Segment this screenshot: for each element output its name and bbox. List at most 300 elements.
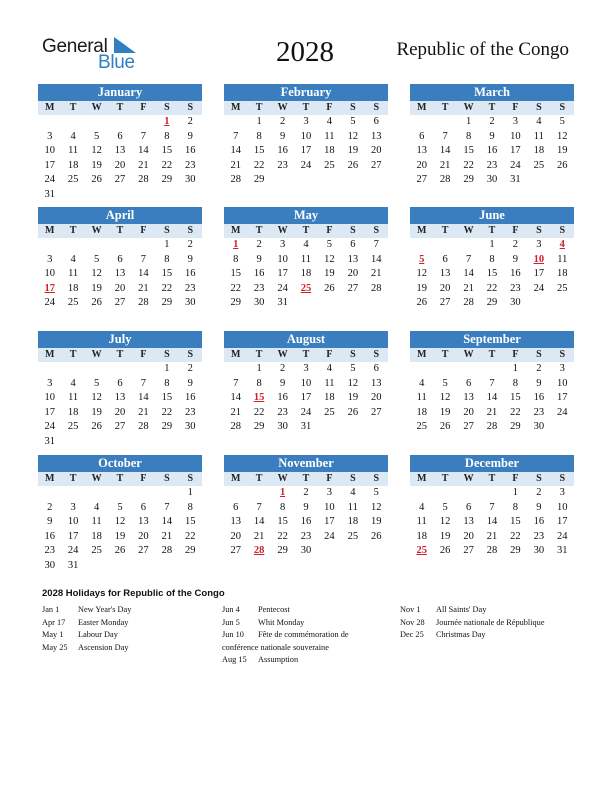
- logo-blue-text: Blue: [98, 52, 135, 73]
- day-cell: 12: [416, 268, 427, 280]
- day-cell: 4: [70, 253, 76, 265]
- day-cell: 25: [416, 421, 427, 433]
- weekday-label: T: [61, 101, 84, 115]
- empty-day-cell: [132, 362, 155, 377]
- month-day-grid: [410, 472, 574, 559]
- day-cell: 29: [161, 421, 173, 433]
- weekday-label: T: [433, 348, 456, 362]
- month-title: October: [38, 455, 202, 472]
- day-cell: 10: [67, 516, 79, 528]
- day-cell: 22: [161, 282, 173, 294]
- day-cell: 9: [489, 130, 495, 142]
- month-title: September: [410, 331, 574, 348]
- day-cell: 28: [161, 545, 173, 557]
- day-cell: 10: [44, 268, 55, 280]
- day-cell: 27: [114, 297, 126, 309]
- weekday-label: F: [132, 224, 155, 238]
- day-cell: 16: [533, 516, 545, 528]
- weekday-label: F: [318, 101, 341, 115]
- day-cell: 16: [486, 145, 498, 157]
- day-cell: 6: [117, 253, 123, 265]
- day-cell: 4: [536, 116, 542, 127]
- empty-day-cell: [132, 486, 155, 501]
- day-cell: 2: [303, 487, 309, 498]
- day-cell: 27: [114, 174, 126, 186]
- weekday-label: F: [318, 348, 341, 362]
- weekday-label: S: [341, 348, 364, 362]
- day-cell: 21: [486, 406, 498, 418]
- day-cell: 27: [439, 297, 451, 309]
- day-cell: 2: [256, 239, 262, 250]
- day-cell: 14: [439, 145, 451, 157]
- holiday-name: Assumption: [258, 655, 299, 665]
- weekday-label: F: [318, 472, 341, 486]
- empty-day-cell: [247, 486, 270, 501]
- day-cell: 2: [489, 116, 495, 127]
- holiday-day-cell: 25: [416, 545, 427, 557]
- empty-day-cell: [480, 362, 503, 377]
- day-cell: 13: [114, 392, 126, 404]
- day-cell: 17: [300, 145, 312, 157]
- day-cell: 17: [44, 159, 55, 171]
- day-cell: 16: [533, 392, 545, 404]
- day-cell: 22: [510, 530, 521, 542]
- weekday-label: M: [410, 224, 433, 238]
- day-cell: 2: [536, 487, 542, 498]
- holiday-day-cell: 25: [300, 282, 312, 294]
- day-cell: 25: [91, 545, 102, 557]
- day-cell: 2: [187, 239, 193, 250]
- day-cell: 20: [371, 392, 382, 404]
- day-cell: 11: [324, 377, 335, 389]
- day-cell: 23: [44, 545, 55, 557]
- holiday-entry: [222, 604, 349, 617]
- day-cell: 11: [416, 516, 427, 528]
- day-cell: 11: [68, 392, 79, 404]
- weekday-label: W: [271, 224, 294, 238]
- day-cell: 20: [138, 530, 149, 542]
- day-cell: 18: [67, 282, 79, 294]
- day-cell: 14: [486, 392, 498, 404]
- empty-day-cell: [85, 362, 108, 377]
- empty-day-cell: [433, 238, 456, 253]
- day-cell: 13: [138, 516, 149, 528]
- day-cell: 29: [253, 174, 265, 186]
- logo-general-text: General: [42, 36, 108, 57]
- day-cell: 11: [416, 392, 427, 404]
- day-cell: 22: [230, 282, 241, 294]
- day-cell: 21: [486, 530, 498, 542]
- day-cell: 10: [300, 130, 312, 142]
- holiday-day-cell: 10: [533, 253, 545, 265]
- country-name: Republic of the Congo: [396, 39, 569, 60]
- day-cell: 6: [419, 130, 425, 142]
- day-cell: 5: [93, 130, 100, 142]
- weekday-label: W: [271, 101, 294, 115]
- empty-day-cell: [61, 115, 84, 130]
- month-title: May: [224, 207, 388, 224]
- day-cell: 23: [253, 282, 265, 294]
- day-cell: 27: [114, 421, 126, 433]
- day-cell: 9: [536, 501, 542, 513]
- day-cell: 8: [233, 253, 239, 265]
- day-cell: 5: [373, 487, 379, 498]
- holiday-name: conférence nationale souveraine: [222, 642, 329, 652]
- day-cell: 10: [510, 130, 521, 142]
- day-cell: 13: [371, 377, 382, 389]
- weekday-label: S: [179, 348, 202, 362]
- holiday-date: May 1: [42, 630, 64, 640]
- holiday-date: Nov 1: [400, 605, 421, 614]
- day-cell: 20: [347, 268, 359, 280]
- month-title: August: [224, 331, 388, 348]
- month-july: [38, 331, 202, 450]
- day-cell: 20: [439, 282, 451, 294]
- day-cell: 17: [300, 392, 312, 404]
- holiday-entry: [400, 629, 545, 642]
- holiday-date: May 25: [42, 642, 68, 652]
- weekday-label: F: [132, 101, 155, 115]
- month-june: [410, 207, 574, 311]
- day-cell: 13: [347, 253, 359, 265]
- empty-day-cell: [433, 362, 456, 377]
- day-cell: 25: [533, 159, 545, 171]
- day-cell: 20: [463, 530, 474, 542]
- day-cell: 8: [164, 253, 170, 265]
- month-day-grid: [224, 348, 388, 435]
- day-cell: 25: [67, 297, 79, 309]
- day-cell: 30: [533, 421, 545, 433]
- day-cell: 11: [533, 130, 544, 142]
- day-cell: 3: [536, 239, 542, 250]
- weekday-label: S: [179, 472, 202, 486]
- day-cell: 19: [439, 406, 451, 418]
- day-cell: 17: [533, 268, 545, 280]
- holiday-name: New Year's Day: [78, 605, 132, 614]
- day-cell: 14: [463, 268, 474, 280]
- day-cell: 6: [350, 239, 356, 250]
- day-cell: 27: [371, 406, 382, 418]
- month-may: [224, 207, 388, 311]
- holiday-entry: [222, 617, 349, 630]
- holiday-date: Jun 5: [222, 617, 240, 627]
- day-cell: 7: [140, 130, 147, 142]
- day-cell: 24: [324, 530, 335, 542]
- empty-day-cell: [38, 238, 61, 253]
- day-cell: 21: [253, 530, 265, 542]
- day-cell: 15: [463, 145, 474, 157]
- day-cell: 21: [138, 282, 149, 294]
- day-cell: 12: [557, 130, 568, 142]
- day-cell: 8: [489, 253, 495, 265]
- day-cell: 3: [326, 487, 333, 498]
- holiday-column: [42, 604, 131, 654]
- day-cell: 31: [67, 559, 79, 571]
- day-cell: 12: [91, 145, 102, 157]
- weekday-label: M: [224, 224, 247, 238]
- weekday-label: S: [527, 101, 550, 115]
- day-cell: 27: [416, 174, 427, 186]
- day-cell: 11: [300, 253, 312, 265]
- holiday-day-cell: 1: [164, 116, 170, 127]
- day-cell: 30: [533, 545, 545, 557]
- day-cell: 4: [326, 363, 333, 374]
- day-cell: 25: [67, 421, 79, 433]
- holiday-name: Ascension Day: [78, 642, 129, 652]
- day-cell: 22: [463, 159, 474, 171]
- holiday-name: Pentecost: [258, 605, 290, 614]
- weekday-label: S: [365, 101, 388, 115]
- empty-day-cell: [132, 115, 155, 130]
- day-cell: 26: [557, 159, 568, 171]
- day-cell: 10: [300, 377, 312, 389]
- day-cell: 27: [230, 545, 241, 557]
- month-day-grid: [38, 224, 202, 311]
- weekday-label: S: [365, 472, 388, 486]
- month-title: July: [38, 331, 202, 348]
- day-cell: 13: [114, 268, 126, 280]
- day-cell: 26: [371, 530, 382, 542]
- holiday-day-cell: 1: [233, 239, 239, 250]
- day-cell: 21: [439, 159, 451, 171]
- weekday-label: T: [247, 101, 270, 115]
- day-cell: 18: [67, 406, 79, 418]
- day-cell: 30: [486, 174, 498, 186]
- day-cell: 31: [557, 545, 568, 557]
- empty-day-cell: [457, 362, 480, 377]
- day-cell: 28: [138, 421, 149, 433]
- day-cell: 9: [187, 130, 193, 142]
- weekday-label: S: [365, 224, 388, 238]
- day-cell: 6: [465, 377, 472, 389]
- weekday-label: W: [271, 348, 294, 362]
- holiday-entry: [222, 654, 349, 667]
- day-cell: 4: [303, 239, 309, 250]
- weekday-label: T: [61, 224, 84, 238]
- weekday-label: S: [365, 348, 388, 362]
- day-cell: 29: [277, 545, 288, 557]
- day-cell: 10: [44, 145, 55, 157]
- day-cell: 6: [140, 501, 147, 513]
- day-cell: 7: [233, 377, 239, 389]
- day-cell: 9: [256, 253, 262, 265]
- weekday-label: T: [480, 101, 503, 115]
- day-cell: 3: [279, 239, 286, 250]
- day-cell: 29: [161, 297, 173, 309]
- month-day-grid: [410, 348, 574, 435]
- holiday-column: [222, 604, 349, 667]
- day-cell: 1: [256, 116, 262, 127]
- day-cell: 24: [44, 421, 55, 433]
- calendar-year: 2028: [276, 36, 334, 68]
- day-cell: 6: [233, 501, 239, 513]
- day-cell: 14: [253, 516, 265, 528]
- weekday-label: T: [247, 224, 270, 238]
- holiday-name: Easter Monday: [78, 617, 129, 627]
- weekday-label: T: [247, 472, 270, 486]
- day-cell: 10: [277, 253, 288, 265]
- weekday-label: T: [433, 101, 456, 115]
- day-cell: 20: [230, 530, 241, 542]
- weekday-label: S: [155, 224, 178, 238]
- day-cell: 6: [373, 363, 379, 374]
- day-cell: 9: [303, 501, 309, 513]
- day-cell: 11: [91, 516, 102, 528]
- day-cell: 26: [91, 421, 102, 433]
- day-cell: 22: [253, 406, 265, 418]
- holidays-title: 2028 Holidays for Republic of the Congo: [42, 588, 225, 599]
- weekday-label: W: [457, 472, 480, 486]
- empty-day-cell: [108, 238, 131, 253]
- empty-day-cell: [38, 486, 61, 501]
- day-cell: 26: [439, 545, 451, 557]
- weekday-label: T: [61, 472, 84, 486]
- day-cell: 15: [161, 268, 173, 280]
- empty-day-cell: [224, 115, 247, 130]
- day-cell: 7: [442, 130, 448, 142]
- day-cell: 16: [510, 268, 521, 280]
- month-title: June: [410, 207, 574, 224]
- day-cell: 2: [279, 363, 286, 374]
- day-cell: 27: [463, 545, 474, 557]
- weekday-label: M: [224, 348, 247, 362]
- day-cell: 5: [117, 501, 123, 513]
- day-cell: 30: [277, 421, 288, 433]
- day-cell: 8: [512, 501, 519, 513]
- day-cell: 16: [185, 268, 196, 280]
- day-cell: 22: [510, 406, 521, 418]
- weekday-label: S: [551, 101, 574, 115]
- day-cell: 6: [117, 130, 123, 142]
- day-cell: 17: [324, 516, 335, 528]
- weekday-label: T: [108, 472, 131, 486]
- day-cell: 7: [373, 239, 379, 250]
- holiday-name: Christmas Day: [436, 630, 486, 640]
- day-cell: 24: [557, 530, 568, 542]
- day-cell: 31: [44, 188, 55, 200]
- day-cell: 13: [463, 392, 474, 404]
- day-cell: 10: [324, 501, 335, 513]
- day-cell: 8: [279, 501, 286, 513]
- day-cell: 20: [114, 159, 126, 171]
- general-blue-logo: [42, 36, 152, 76]
- day-cell: 8: [164, 377, 170, 389]
- holiday-date: Jun 4: [222, 605, 240, 614]
- day-cell: 18: [324, 145, 335, 157]
- day-cell: 19: [371, 516, 382, 528]
- day-cell: 9: [47, 516, 53, 528]
- day-cell: 29: [510, 545, 521, 557]
- day-cell: 21: [230, 406, 241, 418]
- weekday-label: F: [318, 224, 341, 238]
- day-cell: 28: [230, 174, 241, 186]
- empty-day-cell: [410, 486, 433, 501]
- day-cell: 15: [486, 268, 498, 280]
- holiday-date: Jan 1: [42, 605, 60, 614]
- day-cell: 11: [68, 268, 79, 280]
- empty-day-cell: [108, 486, 131, 501]
- holiday-date: Jun 10: [222, 630, 244, 640]
- day-cell: 17: [44, 406, 55, 418]
- day-cell: 19: [416, 282, 427, 294]
- weekday-label: W: [457, 101, 480, 115]
- day-cell: 16: [185, 145, 196, 157]
- day-cell: 2: [187, 363, 193, 374]
- day-cell: 18: [533, 145, 545, 157]
- day-cell: 3: [559, 363, 565, 374]
- day-cell: 11: [557, 253, 568, 265]
- day-cell: 19: [324, 268, 335, 280]
- day-cell: 11: [347, 501, 358, 513]
- day-cell: 6: [465, 501, 472, 513]
- weekday-label: S: [341, 224, 364, 238]
- day-cell: 31: [44, 435, 55, 447]
- day-cell: 4: [419, 501, 425, 513]
- day-cell: 19: [347, 392, 359, 404]
- weekday-label: F: [504, 224, 527, 238]
- day-cell: 23: [185, 282, 196, 294]
- day-cell: 18: [416, 406, 427, 418]
- weekday-label: S: [527, 472, 550, 486]
- day-cell: 15: [253, 145, 265, 157]
- day-cell: 31: [277, 297, 288, 309]
- day-cell: 1: [256, 363, 262, 374]
- holiday-entry: [42, 629, 131, 642]
- day-cell: 6: [442, 253, 448, 265]
- day-cell: 5: [442, 501, 448, 513]
- weekday-label: W: [85, 224, 108, 238]
- day-cell: 10: [557, 501, 568, 513]
- day-cell: 23: [533, 530, 545, 542]
- weekday-label: S: [179, 224, 202, 238]
- weekday-label: M: [410, 348, 433, 362]
- weekday-label: F: [504, 472, 527, 486]
- day-cell: 12: [324, 253, 335, 265]
- month-march: [410, 84, 574, 188]
- day-cell: 8: [187, 501, 193, 513]
- day-cell: 25: [324, 406, 335, 418]
- weekday-label: M: [38, 224, 61, 238]
- day-cell: 11: [68, 145, 79, 157]
- empty-day-cell: [224, 486, 247, 501]
- day-cell: 30: [44, 559, 55, 571]
- holiday-day-cell: 1: [279, 487, 286, 498]
- day-cell: 25: [324, 159, 335, 171]
- weekday-label: M: [410, 472, 433, 486]
- day-cell: 21: [161, 530, 173, 542]
- empty-day-cell: [38, 115, 61, 130]
- day-cell: 15: [510, 392, 521, 404]
- day-cell: 29: [253, 421, 265, 433]
- empty-day-cell: [410, 238, 433, 253]
- day-cell: 2: [536, 363, 542, 374]
- month-title: February: [224, 84, 388, 101]
- weekday-label: T: [294, 348, 317, 362]
- month-title: November: [224, 455, 388, 472]
- day-cell: 18: [347, 516, 359, 528]
- day-cell: 31: [510, 174, 521, 186]
- day-cell: 9: [187, 253, 193, 265]
- day-cell: 17: [67, 530, 79, 542]
- day-cell: 30: [253, 297, 265, 309]
- day-cell: 21: [138, 159, 149, 171]
- holiday-date: Dec 25: [400, 630, 424, 640]
- day-cell: 5: [93, 377, 100, 389]
- day-cell: 24: [44, 297, 55, 309]
- day-cell: 24: [300, 159, 312, 171]
- day-cell: 7: [465, 253, 472, 265]
- day-cell: 22: [185, 530, 196, 542]
